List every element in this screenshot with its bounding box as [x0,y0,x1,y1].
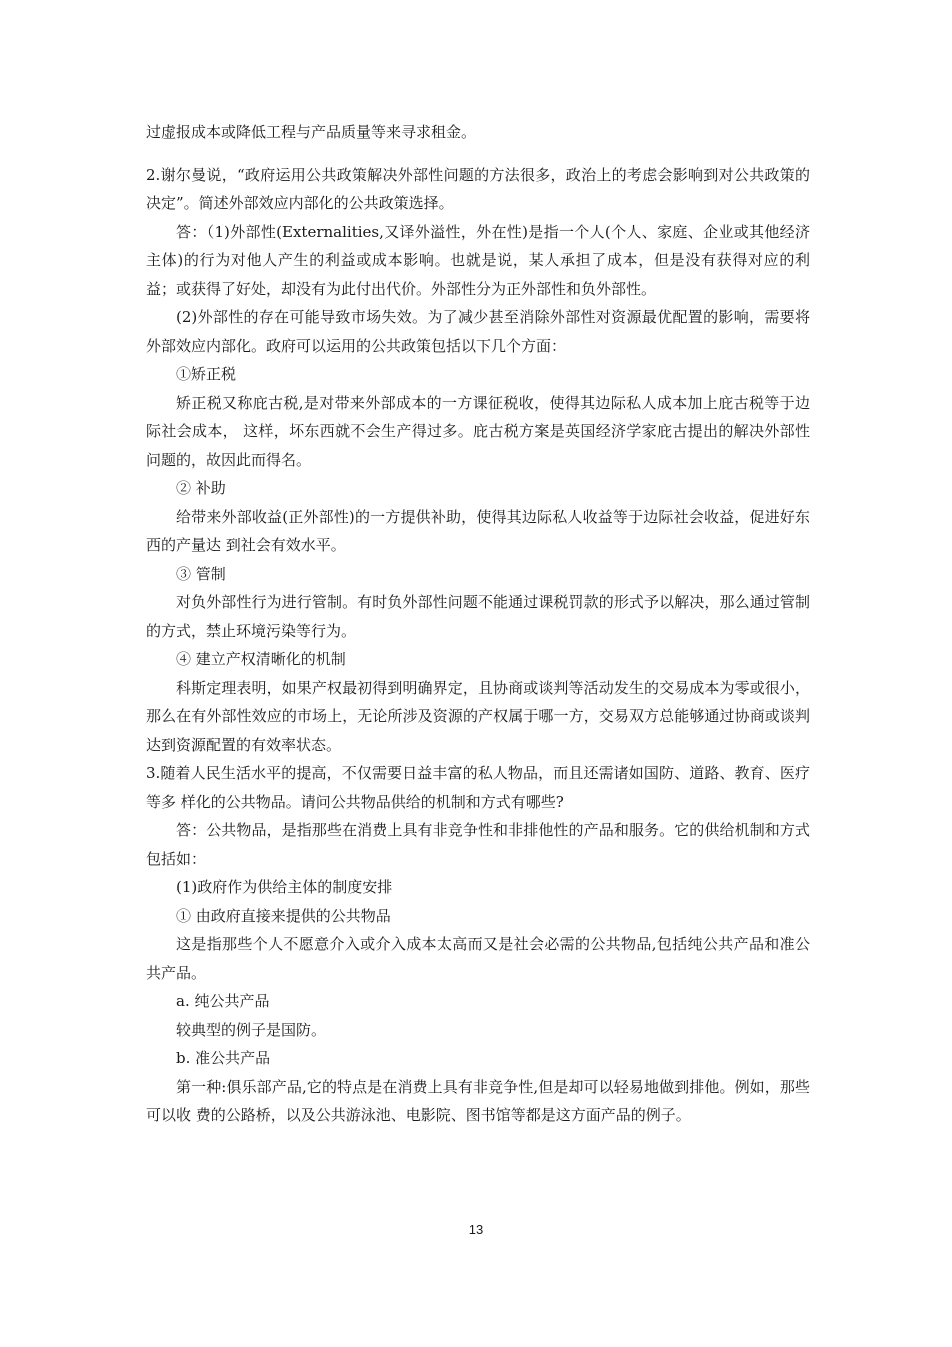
heading-regulation: ③ 管制 [176,564,226,583]
heading-property-rights: ④ 建立产权清晰化的机制 [176,650,346,668]
paragraph-continuation: 过虚报成本或降低工程与产品质量等来寻求租金。 [146,123,477,141]
paragraph-subsidy: 给带来外部收益(正外部性)的一方提供补助，使得其边际私人收益等于边际社会收益，促进好东西的产量达 到社会有效水平。 [146,507,810,554]
heading-government-supply: (1)政府作为供给主体的制度安排 [176,878,393,896]
question-2: 2.谢尔曼说，“政府运用公共政策解决外部性问题的方法很多，政治上的考虑会影响到对公共政策的决定”。简述外部效应内部化的公共政策选择。 [146,165,810,212]
heading-quasi-public-goods: b. 准公共产品 [176,1049,271,1067]
heading-subsidy: ② 补助 [176,479,226,497]
heading-pure-public-goods: a. 纯公共产品 [176,992,270,1010]
answer-2-externality-definition: 答：（1)外部性(Externalities,又译外溢性，外在性)是指一个人(个人、家庭、企业或其他经济主体)的行为对他人产生的利益或成本影响。也就是说，某人承担了成本，但是没有获得对应的利益；或获得了好处，却没有为此付出代价。外部性分为正外部性和负外部性。 [146,222,810,298]
paragraph-coase-theorem: 科斯定理表明，如果产权最初得到明确界定，且协商或谈判等活动发生的交易成本为零或很小，那么在有外部性效应的市场上，无论所涉及资源的产权属于哪一方，交易双方总能够通过协商或谈判达到资源配置的有效率状态。 [146,678,810,754]
answer-2-internalization: (2)外部性的存在可能导致市场失效。为了减少甚至消除外部性对资源最优配置的影响，需要将外部效应内部化。政府可以运用的公共政策包括以下几个方面： [146,308,810,355]
heading-corrective-tax: ①矫正税 [176,365,237,383]
paragraph-club-goods: 第一种:俱乐部产品,它的特点是在消费上具有非竞争性,但是却可以轻易地做到排他。例如，那些可以收 费的公路桥，以及公共游泳池、电影院、图书馆等都是这方面产品的例子。 [146,1077,810,1124]
paragraph-regulation: 对负外部性行为进行管制。有时负外部性问题不能通过课税罚款的形式予以解决，那么通过管制的方式，禁止环境污染等行为。 [146,593,810,640]
page-body [146,118,810,1130]
heading-direct-provision: ① 由政府直接来提供的公共物品 [176,906,391,925]
answer-3-public-goods: 答：公共物品，是指那些在消费上具有非竞争性和非排他性的产品和服务。它的供给机制和方式包括如： [146,821,810,868]
question-3: 3.随着人民生活水平的提高，不仅需要日益丰富的私人物品，而且还需诸如国防、道路、教育、医疗等多 样化的公共物品。请问公共物品供给的机制和方式有哪些? [146,764,810,811]
paragraph-national-defense: 较典型的例子是国防。 [176,1020,327,1039]
page-number: 13 [468,1222,484,1237]
paragraph-direct-provision: 这是指那些个人不愿意介入或介入成本太高而又是社会必需的公共物品,包括纯公共产品和准公共产品。 [146,935,810,982]
paragraph-corrective-tax: 矫正税又称庇古税,是对带来外部成本的一方课征税收，使得其边际私人成本加上庇古税等于边际社会成本， 这样，坏东西就不会生产得过多。庇古税方案是英国经济学家庇古提出的解决外部性问题的，故因此而得名。 [146,393,810,469]
